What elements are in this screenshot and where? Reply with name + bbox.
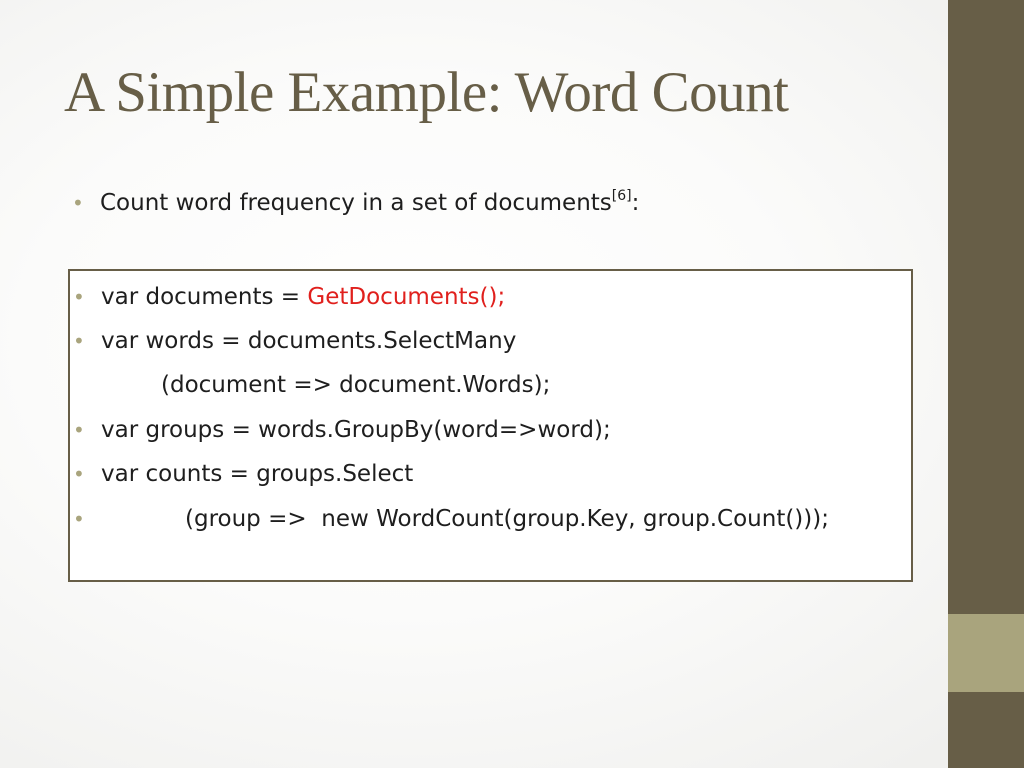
- code-box: [68, 269, 913, 582]
- code-text: (document => document.Words);: [161, 372, 551, 398]
- citation-ref: [6]: [611, 188, 632, 204]
- code-text: var documents =: [101, 284, 308, 310]
- sidebar-decoration: [948, 0, 1024, 768]
- code-text: var counts = groups.Select: [101, 461, 414, 487]
- bullet-icon: •: [72, 191, 84, 215]
- intro-bullet: [72, 188, 640, 216]
- bullet-icon: •: [73, 285, 85, 309]
- bullet-icon: •: [73, 418, 85, 442]
- bullet-icon: •: [73, 507, 85, 531]
- slide-title: A Simple Example: Word Count: [64, 61, 789, 124]
- code-line: [73, 508, 829, 531]
- sidebar-accent-block: [948, 614, 1024, 692]
- code-line: [73, 463, 413, 486]
- code-text: (group => new WordCount(group.Key, group.Count()));: [185, 506, 829, 532]
- bullet-icon: •: [73, 329, 85, 353]
- code-line: [73, 419, 611, 442]
- code-line: [73, 286, 505, 309]
- code-line: [73, 330, 516, 353]
- intro-suffix: :: [631, 190, 640, 216]
- code-text: var groups = words.GroupBy(word=>word);: [101, 417, 611, 443]
- code-text: var words = documents.SelectMany: [101, 328, 517, 354]
- intro-text: Count word frequency in a set of documents: [100, 190, 612, 216]
- bullet-icon: •: [73, 462, 85, 486]
- code-highlight: GetDocuments();: [307, 284, 506, 310]
- code-line-continuation: [73, 374, 550, 397]
